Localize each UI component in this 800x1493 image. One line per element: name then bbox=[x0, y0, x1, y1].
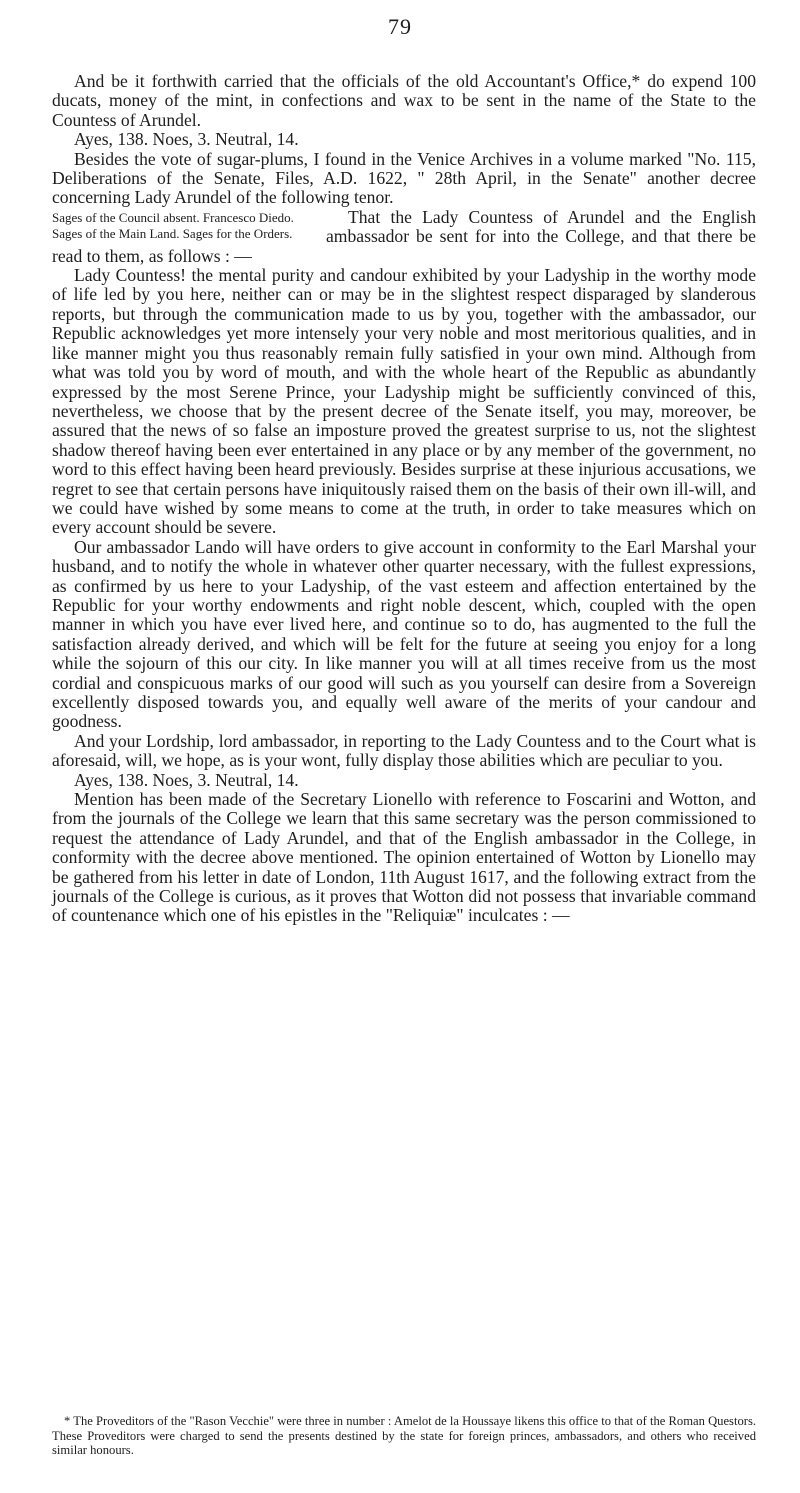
footnote: * The Proveditors of the "Rason Vecchie" were three in number : Amelot de la Houssaye likens this office to that of the Roman Questors. These Proveditors were charged to send the presents destined by the state for foreign princes, ambassadors, and others who received similar honours. bbox=[52, 1414, 756, 1458]
vote-tally-second: Ayes, 138. Noes, 3. Neutral, 14. bbox=[74, 769, 299, 790]
paragraph-summons: That the Lady Countess of Arundel and the English ambassador be sent for into the College, and that there be read to them, as follows : — bbox=[52, 207, 756, 266]
paragraph-venice-archives: Besides the vote of sugar-plums, I found in the Venice Archives in a volume marked "No. 115, Deliberations of the Senate, Files, A.D. 1622, " 28th April, in the Senate" another decree concerning Lady Arundel of the following tenor. bbox=[52, 148, 756, 208]
paragraph-secretary-lionello: Mention has been made of the Secretary Lionello with reference to Foscarini and Wotton, and from the journals of the College we learn that this same secretary was the person commissioned to request the attendance of Lady Arundel, and that of the English ambassador in the College, in conformity with the decree above mentioned. The opinion entertained of Wotton by Lionello may be gathered from his letter in date of London, 11th August 1617, and the following extract from the journals of the College is curious, as it proves that Wotton did not possess that invariable command of countenance which one of his epistles in the "Reliquiæ" inculcates : — bbox=[52, 789, 756, 926]
paragraph-ambassador-lando: Our ambassador Lando will have orders to give account in conformity to the Earl Marshal your husband, and to notify the whole in whatever other quarter necessary, with the fullest expressions, as confirmed by us here to your Ladyship, of the vast esteem and affection entertained by the Republic for your worthy endowments and right noble descent, which, coupled with the open manner in which you have ever lived here, and continue so to do, has augmented to the full the satisfaction already derived, and which will be felt for the future at seeing you enjoy for a long while the sojourn of this our city. In like manner you will at all times receive from us the most cordial and conspicuous marks of our good will such as you yourself can desire from a Sovereign excellently disposed towards you, and equally well aware of the merits of your candour and goodness. bbox=[52, 536, 756, 732]
page-number: 79 bbox=[388, 14, 412, 39]
body-text bbox=[52, 72, 756, 926]
vote-tally-first: Ayes, 138. Noes, 3. Neutral, 14. bbox=[74, 129, 299, 150]
marginal-note: Sages of the Council absent. Francesco Diedo. Sages of the Main Land. Sages for the Orders. bbox=[52, 209, 294, 241]
paragraph-address-to-countess: Lady Countess! the mental purity and candour exhibited by your Ladyship in the worthy mode of life led by you here, neither can or may be in the slightest respect disparaged by slanderous reports, but through the communication made to us by you, together with the ambassador, our Republic acknowledges yet more intensely your very noble and most meritorious qualities, and in like manner might you thus reasonably remain fully satisfied in your own mind. Although from what was told you by word of mouth, and with the whole heart of the Republic as abundantly expressed by the most Serene Prince, your Ladyship might be sufficiently convinced of this, nevertheless, we choose that by the present decree of the Senate itself, you may, moreover, be assured that the news of so false an imposture proved the greatest surprise to us, not the slightest shadow thereof having been ever entertained in any place or by any member of the government, no word to this effect having been heard previously. Besides surprise at these injurious accusations, we regret to see that certain persons have iniquitously raised them on the basis of their own ill-will, and we could have wished by some means to come at the truth, in order to take measures which on every account should be severe. bbox=[52, 265, 756, 538]
paragraph-decree-confections: And be it forthwith carried that the officials of the old Accountant's Office,* do expend 100 ducats, money of the mint, in confections and wax to be sent in the name of the State to the Countess of Arundel. bbox=[52, 71, 756, 130]
decree-with-sidenote bbox=[52, 208, 756, 266]
paragraph-lord-ambassador: And your Lordship, lord ambassador, in reporting to the Lady Countess and to the Court what is aforesaid, will, we hope, as is your wont, fully display those abilities which are peculiar to you. bbox=[52, 730, 756, 771]
